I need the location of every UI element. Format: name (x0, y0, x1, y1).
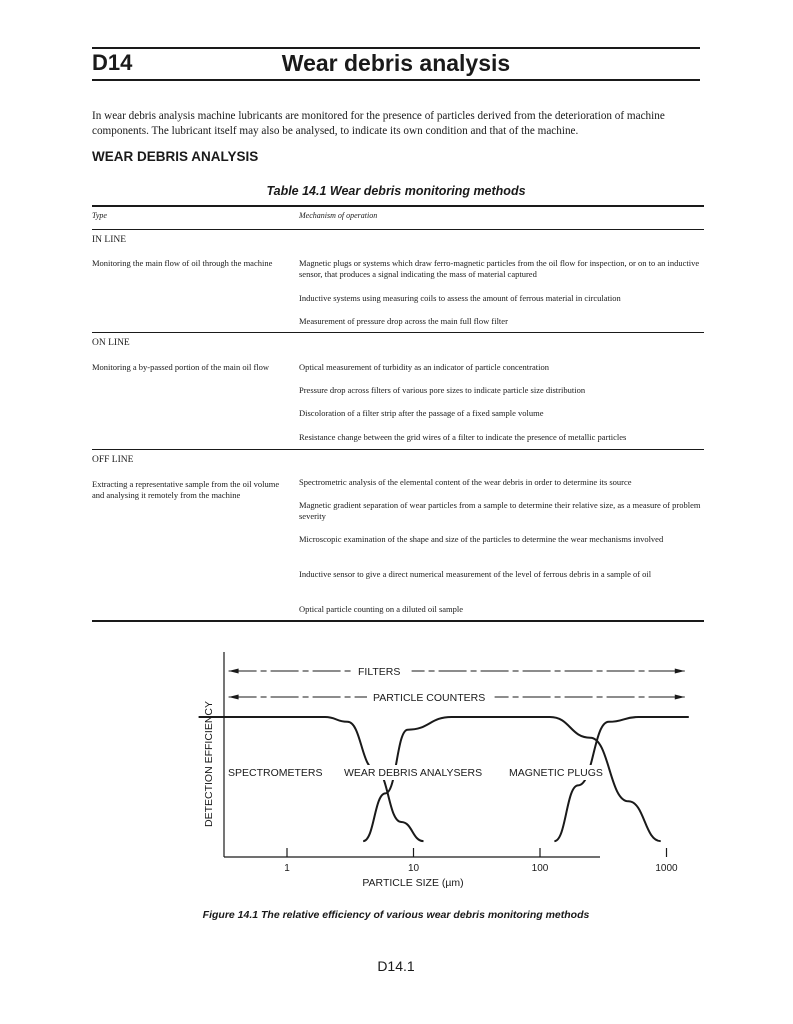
range-particle-counters (229, 690, 685, 704)
group-rule (92, 332, 704, 333)
table-title: Table 14.1 Wear debris monitoring methods (266, 184, 526, 198)
x-tick-label: 10 (407, 863, 420, 874)
group-rule (92, 449, 704, 450)
series-label-wear-debris-analysers: WEAR DEBRIS ANALYSERS (344, 767, 483, 779)
type-off-line: Extracting a representative sample from the oil volume and analysing it remotely from the machine (92, 479, 280, 500)
range-label: FILTERS (358, 666, 401, 678)
series-label-magnetic-plugs: MAGNETIC PLUGS (509, 767, 603, 779)
range-filters (229, 664, 685, 678)
page-number: D14.1 (377, 958, 415, 974)
table-header-rule (92, 229, 704, 230)
mechanism-item: Spectrometric analysis of the elemental content of the wear debris in order to determine its source (299, 477, 632, 487)
x-tick-label: 100 (531, 863, 549, 874)
mechanism-item: Inductive sensor to give a direct numerical measurement of the level of ferrous debris in a sample of oil (299, 569, 652, 579)
mechanism-item: Magnetic gradient separation of wear particles from a sample to determine their relative size, as a measure of problem severity (299, 500, 701, 521)
y-axis-label: DETECTION EFFICIENCY (203, 700, 215, 828)
table-bottom-rule (92, 620, 704, 622)
page-title: Wear debris analysis (281, 50, 511, 76)
mechanism-item: Optical particle counting on a diluted oil sample (299, 604, 464, 614)
section-heading: WEAR DEBRIS ANALYSIS (92, 149, 259, 164)
x-axis-label: PARTICLE SIZE (µm) (362, 877, 464, 889)
mechanism-item: Pressure drop across filters of various pore sizes to indicate particle size distribution (299, 385, 586, 395)
x-tick-label: 1000 (655, 863, 678, 874)
mechanism-item: Microscopic examination of the shape and size of the particles to determine the wear mechanisms involved (299, 534, 664, 544)
efficiency-chart (0, 640, 793, 900)
header-rule-top (92, 47, 700, 49)
table-top-rule (92, 205, 704, 207)
intro-paragraph: In wear debris analysis machine lubricants are monitored for the presence of particles derived from the deterioration of machine components. The lubricant itself may also be analysed, to indicate its own condition and that of the machine. (92, 110, 665, 137)
category-on-line: ON LINE (92, 338, 130, 348)
category-off-line: OFF LINE (92, 455, 134, 465)
column-header-type: Type (92, 211, 107, 220)
range-label: PARTICLE COUNTERS (373, 692, 486, 704)
mechanism-item: Measurement of pressure drop across the main full flow filter (299, 316, 508, 326)
column-header-mechanism: Mechanism of operation (299, 211, 378, 220)
range-arrow-right (675, 669, 685, 674)
mechanism-item: Discoloration of a filter strip after the passage of a fixed sample volume (299, 408, 544, 418)
range-arrow-right (675, 695, 685, 700)
range-arrow-left (229, 669, 239, 674)
series-label-spectrometers: SPECTROMETERS (228, 767, 323, 779)
type-on-line: Monitoring a by-passed portion of the main oil flow (92, 362, 270, 372)
mechanism-item: Optical measurement of turbidity as an indicator of particle concentration (299, 362, 549, 372)
mechanism-item: Resistance change between the grid wires of a filter to indicate the presence of metallic particles (299, 432, 627, 442)
category-in-line: IN LINE (92, 235, 127, 245)
section-code: D14 (92, 50, 133, 75)
mechanism-item: Magnetic plugs or systems which draw ferro-magnetic particles from the oil flow for inspection, or on to an inductive sensor, that produces a signal indicating the mass of material captured (299, 258, 700, 279)
figure-caption: Figure 14.1 The relative efficiency of various wear debris monitoring methods (202, 909, 590, 921)
type-in-line: Monitoring the main flow of oil through the machine (92, 258, 273, 268)
range-arrow-left (229, 695, 239, 700)
chart-axes (224, 652, 600, 857)
x-tick-label: 1 (284, 863, 290, 874)
mechanism-item: Inductive systems using measuring coils to assess the amount of ferrous material in circulation (299, 293, 621, 303)
header-rule-bottom (92, 79, 700, 81)
